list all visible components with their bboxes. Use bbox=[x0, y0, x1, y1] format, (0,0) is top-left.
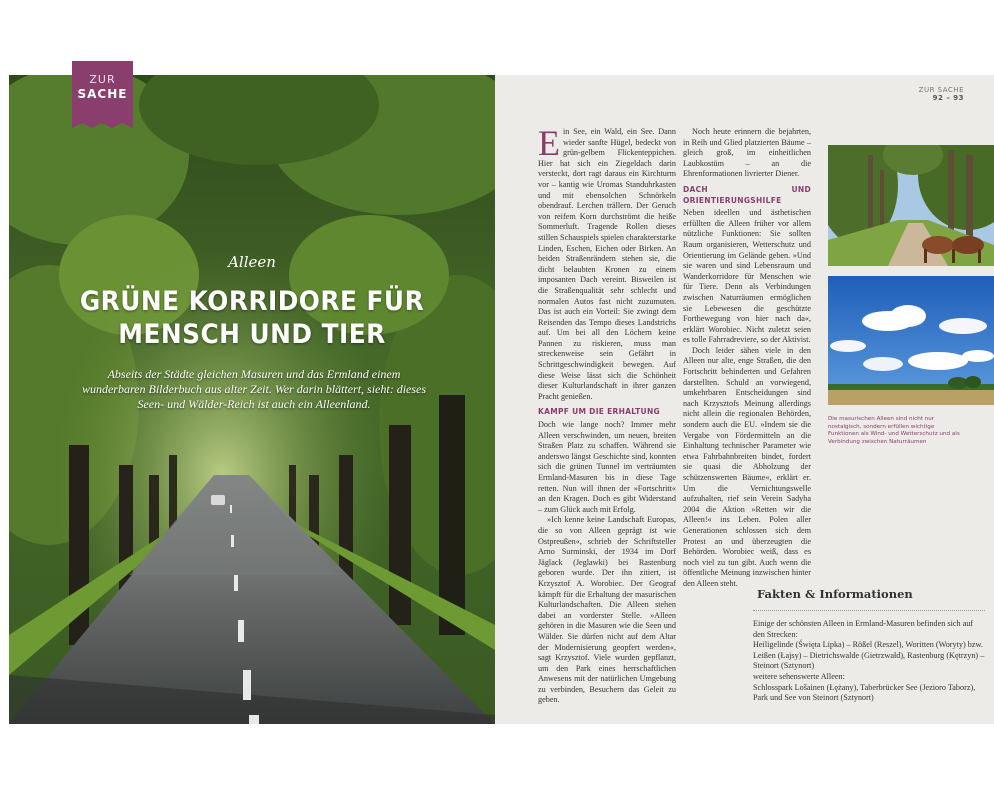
photo-caption: Die masurischen Alleen sind nicht nur nostalgisch, sondern erfüllen wichtige Funktionen als Wind- und Wetterschutz und als Verbindung zwischen Naturräumen bbox=[828, 416, 960, 445]
article-column-1 bbox=[538, 123, 677, 706]
facts-route-1: Heiligelinde (Święta Lipka) – Rößel (Reszel), Woritten (Woryty) bzw. Leißen (Łajsy) – Dietrichswalde (Gietrzwałd), Rastenburg (Kętrzyn) – Steinort (Sztynort) bbox=[753, 640, 985, 671]
facts-divider bbox=[753, 610, 985, 611]
summer-sky-photo bbox=[828, 276, 994, 405]
facts-route-2: Schlosspark Lošainen (Łężany), Taberbrücker See (Jezioro Taborz), Park und See von Steinort (Sztynort) bbox=[753, 682, 976, 703]
article-paragraph: Ein See, ein Wald, ein See. Dann wieder sanfte Hügel, bedeckt von grün-gelbem Flickenteppichen. Hier hat sich ein Ziegeldach darin versteckt, dort ragt daraus ein Kirchturm vor – kantig wie Uromas Standuhrkasten und mit ebensolchen Schnörkeln obendrauf. Lerchen trällern. Der Geruch von reifem Korn durchströmt die heiße Sommerluft. Tragende Rollen dieses stillen Schauspiels spielen charakterstarke Linden, Eschen, Eichen oder Birken. An beiden Straßenrändern stehen sie, die dicht belaubten Kronen zu einem imposanten Dach vereint. Bisweilen ist die Straßenqualität sehr schlecht und normalen Autos fast nicht zuzumuten. Das ist auch ein Vorteil: Sie zwingt dem Reisenden das Tempo dieses Landstrichs auf. Um bei all den Löchern keine Pannen zu riskieren, muss man streckenweise sein Gefährt in Schrittgeschwindigkeit bewegen. Auf diese Weise lässt sich die Schönheit dieser Kulturlandschaft in ihrer ganzen Pracht genießen. bbox=[538, 123, 677, 401]
right-page bbox=[495, 75, 994, 724]
facts-intro: Einige der schönsten Alleen in Ermland-Masuren befinden sich auf den Strecken: bbox=[753, 619, 974, 639]
article-paragraph: Doch wie lange noch? Immer mehr Alleen verschwinden, um neuen, breiten Straßen Platz zu schaffen. Während sie anderswo längst Geschichte sind, konnten sich die grünen Tunnel im verträumten Ermland-Masuren bis in diese Tage retten. Nun will ihnen der »Fortschritt« an den Kragen. Doch es gibt Widerstand – zum Glück auch mit Erfolg. bbox=[538, 420, 676, 514]
article-headline bbox=[28, 285, 475, 351]
section-badge bbox=[72, 61, 133, 121]
badge-line-1: ZUR bbox=[89, 73, 116, 86]
article-paragraph: Noch heute erinnern die bejahrten, in Reih und Glied platzierten Bäume – gleich groß, im einheitlichen Laubkostüm – an die Ehrenformationen livrierter Diener. bbox=[683, 127, 811, 179]
facts-title: Fakten & Informationen bbox=[757, 587, 913, 601]
horse-carriage-photo bbox=[828, 145, 994, 266]
facts-box bbox=[753, 587, 985, 704]
badge-tail-icon bbox=[72, 120, 133, 128]
folio bbox=[919, 86, 964, 102]
hero-photo bbox=[9, 75, 495, 724]
avenue-carriage-illustration bbox=[828, 145, 994, 266]
folio-section: ZUR SACHE bbox=[918, 86, 964, 94]
headline-line-2: MENSCH UND TIER bbox=[118, 319, 386, 350]
article-lead: Abseits der Städte gleichen Masuren und das Ermland einem wunderbaren Bilderbuch aus alter Zeit. Wer darin blättert, sieht: dieses Seen- und Wälder-Reich ist auch ein Alleenland. bbox=[81, 367, 427, 411]
article-paragraph: Doch leider sähen viele in den Alleen nur alte, enge Straßen, die den Fortschritt behinderten und Gefahren darstellten. Schuld an vorwiegend, umkehrbaren Entscheidungen sind nach Krzysztofs Meinung allerdings nicht allein die regionalen Behörden, sondern auch die EU. »Indem sie die Vergabe von Fördermitteln an die Einhaltung technischer Parameter wie etwa Fahrbahnbreiten bindet, fordert sie quasi die Abholzung der schützenswerten Bäume«, erklärt er. Um die Vernichtungswelle aufzuhalten, rief sein Verein Sadyba 2004 die Aktion »Retten wir die Alleen!« ins Leben. Polen aller Generationen schlossen sich dem Protest an und überzeugten die Behörden. Worobiec weiß, dass es noch viel zu tun gibt. Auch wenn die öffentliche Meinung inzwischen hinter den Alleen steht. bbox=[683, 345, 811, 588]
sky-field-illustration bbox=[828, 276, 994, 405]
headline-line-1: GRÜNE KORRIDORE FÜR bbox=[79, 286, 425, 317]
subheading-dach: DACH UND ORIENTIERUNGSHILFE bbox=[683, 184, 811, 205]
dropcap: E bbox=[538, 123, 560, 163]
article-kicker: Alleen bbox=[228, 253, 276, 271]
subheading-kampf: KAMPF UM DIE ERHALTUNG bbox=[538, 407, 660, 417]
article-paragraph: Neben ideellen und ästhetischen erfüllten die Alleen früher vor allem nützliche Funktionen: Sie sollten Raum organisieren, Wetterschutz und Orientierung im Gelände geben. »Und sie waren und sind Lebensraum und Wanderkorridore für Menschen wie für Tiere. Denn als Verbindungen zwischen Naturräumen ermöglichen sie Lebewesen die geschützte Fortbewegung von hier nach da«, erklärt Worobiec. Nicht zuletzt seien es tolle Fahrradreviere, so der Aktivist. bbox=[683, 208, 811, 345]
facts-more-label: weitere sehenswerte Alleen: bbox=[753, 671, 845, 681]
article-paragraph: »Ich kenne keine Landschaft Europas, die so von Alleen geprägt ist wie Ostpreußen«, schrieb der Schriftsteller Arno Surminski, der 1934 im Dorf Jäglack (Jeglawki) bei Rastenburg geboren wurde. Der ihn zitiert, ist Krzysztof A. Worobiec. Der Geograf kämpft für die Erhaltung der masurischen Kulturlandschaften. Die Alleen stehen dabei an vorderster Stelle. »Alleen gehören in die Masuren wie die Seen und Wälder. Sie dürfen nicht auf dem Altar der Modernisierung geopfert werden«, sagt Krzysztof. Viele wurden gepflanzt, um den Park eines herrschaftlichen Anwesens mit der natürlichen Umgebung zu verbinden, Besuchern das Geleit zu geben. bbox=[538, 515, 676, 705]
folio-pages: 92 – 93 bbox=[932, 94, 964, 102]
badge-line-2: SACHE bbox=[77, 87, 128, 101]
article-column-2 bbox=[683, 127, 811, 590]
